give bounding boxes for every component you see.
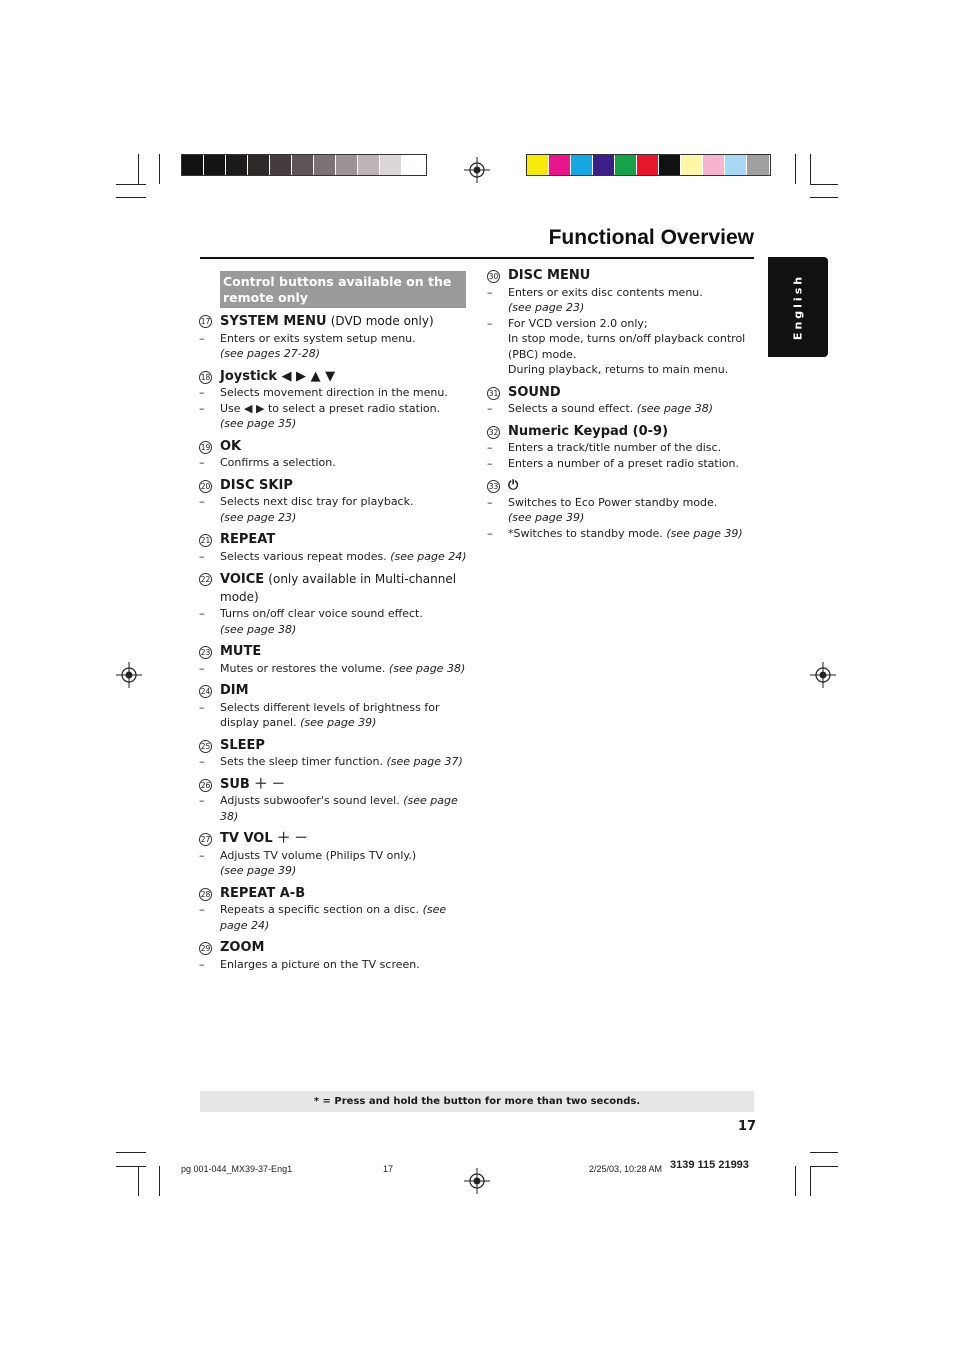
function-description xyxy=(199,863,469,879)
crop-mark xyxy=(159,154,160,184)
bullet-dash: – xyxy=(199,957,205,971)
function-name: ZOOM xyxy=(220,940,265,955)
function-name: DISC MENU xyxy=(508,268,591,283)
function-name: VOICE xyxy=(220,572,265,587)
page-reference: (see page 23) xyxy=(508,301,585,314)
color-swatch xyxy=(402,155,424,175)
function-item xyxy=(199,532,469,564)
page-reference: (see page 23) xyxy=(220,510,297,524)
function-item xyxy=(199,777,469,825)
bullet-dash: – xyxy=(199,495,205,508)
crop-mark xyxy=(810,197,838,198)
page-title: Functional Overview xyxy=(548,226,754,249)
function-item xyxy=(199,313,469,362)
function-heading xyxy=(199,532,469,549)
registration-mark-icon xyxy=(810,662,836,688)
crop-mark xyxy=(116,1166,146,1167)
function-description xyxy=(487,362,757,378)
color-swatch xyxy=(182,155,204,175)
item-number-badge: 20 xyxy=(200,481,211,491)
function-qualifier: (only available in Multi-channel mode) xyxy=(220,572,457,604)
slug-page: 17 xyxy=(383,1164,394,1174)
bullet-dash: – xyxy=(199,848,205,862)
page-reference: (see pages 27-28) xyxy=(220,347,321,360)
function-description xyxy=(487,285,757,301)
bullet-dash: – xyxy=(487,495,493,509)
function-description xyxy=(199,622,469,638)
color-swatch xyxy=(270,155,292,175)
function-item xyxy=(199,571,469,637)
page-reference: (see page 39) xyxy=(508,511,585,524)
function-description xyxy=(487,510,757,526)
crop-mark xyxy=(116,1152,146,1153)
slug-code: 3139 115 21993 xyxy=(670,1159,749,1171)
function-description xyxy=(487,316,757,332)
bullet-dash: – xyxy=(199,903,205,916)
description-text: *Switches to standby mode. xyxy=(508,526,663,540)
bullet-dash: – xyxy=(199,661,205,675)
description-text: Selects movement direction in the menu. xyxy=(220,386,448,399)
function-heading xyxy=(487,424,757,441)
description-text: Enters or exits disc contents menu. xyxy=(508,285,703,299)
crop-mark xyxy=(810,1152,838,1153)
function-item xyxy=(199,478,469,526)
footnote: * = Press and hold the button for more than two seconds. xyxy=(200,1091,754,1112)
description-text: Switches to Eco Power standby mode. xyxy=(508,495,718,509)
color-swatch xyxy=(380,155,402,175)
crop-mark xyxy=(795,1166,796,1196)
function-description xyxy=(487,300,757,316)
function-heading xyxy=(199,738,469,755)
crop-mark xyxy=(138,1166,139,1196)
item-number-badge: 33 xyxy=(488,482,499,491)
bullet-dash: – xyxy=(487,456,493,470)
description-text: Selects a sound effect. xyxy=(508,402,634,415)
function-description xyxy=(199,401,469,417)
bullet-dash: – xyxy=(487,441,493,454)
function-description xyxy=(487,440,757,456)
description-text: Mutes or restores the volume. xyxy=(220,661,386,675)
function-heading xyxy=(199,369,469,386)
function-heading xyxy=(199,886,469,903)
function-heading xyxy=(199,777,469,794)
function-heading xyxy=(487,478,757,495)
color-swatch xyxy=(226,155,248,175)
page-reference: (see page 38) xyxy=(220,622,297,636)
function-description xyxy=(487,401,757,417)
color-swatch xyxy=(527,155,549,175)
item-number-badge: 26 xyxy=(200,780,211,790)
color-swatch xyxy=(593,155,615,175)
page-number: 17 xyxy=(738,1119,757,1134)
registration-mark-icon xyxy=(116,662,142,688)
function-description xyxy=(199,957,469,973)
page-reference: (see page 39) xyxy=(300,716,377,729)
description-text: For VCD version 2.0 only; xyxy=(508,316,648,330)
page-reference: (see page 38) xyxy=(220,794,458,823)
bullet-dash: – xyxy=(199,755,205,768)
bullet-dash: – xyxy=(487,402,493,415)
function-heading xyxy=(199,313,469,331)
function-name: OK xyxy=(220,438,242,454)
bullet-dash: – xyxy=(487,316,493,330)
page-reference: (see page 39) xyxy=(666,526,743,540)
description-text: During playback, returns to main menu. xyxy=(508,363,729,376)
crop-mark xyxy=(116,197,146,198)
function-item xyxy=(487,478,757,541)
right-column xyxy=(487,268,757,548)
description-text: Repeats a specific section on a disc. xyxy=(220,903,420,916)
description-text: Selects various repeat modes. xyxy=(220,549,387,563)
crop-mark xyxy=(138,154,139,184)
function-heading xyxy=(199,571,469,606)
function-name: TV VOL ＋ － xyxy=(220,831,308,846)
description-text: Sets the sleep timer function. xyxy=(220,755,383,768)
left-column xyxy=(199,313,469,979)
description-text: Confirms a selection. xyxy=(220,456,336,469)
color-swatch xyxy=(336,155,358,175)
function-item xyxy=(487,385,757,417)
function-name: Numeric Keypad (0-9) xyxy=(508,423,669,439)
color-swatch xyxy=(659,155,681,175)
function-description xyxy=(199,510,469,526)
description-text: Adjusts TV volume (Philips TV only.) xyxy=(220,848,417,862)
item-number-badge: 22 xyxy=(200,575,211,584)
function-item xyxy=(199,439,469,471)
description-text: Selects next disc tray for playback. xyxy=(220,495,414,508)
function-name: REPEAT xyxy=(220,532,276,547)
function-description xyxy=(199,793,469,824)
description-text: Turns on/off clear voice sound effect. xyxy=(220,607,423,620)
description-text: Enters or exits system setup menu. xyxy=(220,331,416,345)
crop-mark xyxy=(116,184,146,185)
bullet-dash: – xyxy=(199,386,205,399)
page-reference: (see page 35) xyxy=(220,417,297,430)
bullet-dash: – xyxy=(199,331,205,345)
color-swatch xyxy=(204,155,226,175)
function-description xyxy=(199,416,469,432)
function-description xyxy=(487,456,757,472)
function-item xyxy=(199,369,469,432)
bullet-dash: – xyxy=(199,607,205,620)
item-number-badge: 17 xyxy=(200,317,211,326)
function-name: SOUND xyxy=(508,384,561,400)
color-swatch xyxy=(725,155,747,175)
bullet-dash: – xyxy=(199,549,205,563)
language-tab-label: English xyxy=(791,273,805,341)
color-swatch xyxy=(637,155,659,175)
crop-mark xyxy=(810,1166,838,1167)
language-tab xyxy=(768,257,828,357)
registration-mark-icon xyxy=(464,157,490,183)
item-number-badge: 19 xyxy=(200,442,211,452)
function-name: DIM xyxy=(220,683,249,698)
bullet-dash: – xyxy=(199,794,205,807)
color-swatch xyxy=(549,155,571,175)
item-number-badge: 32 xyxy=(488,427,499,437)
color-swatch xyxy=(615,155,637,175)
function-description xyxy=(199,455,469,471)
page-reference: (see page 39) xyxy=(220,864,297,877)
color-swatch xyxy=(681,155,703,175)
page-reference: (see page 38) xyxy=(636,402,714,415)
color-swatch xyxy=(358,155,380,175)
item-number-badge: 28 xyxy=(200,889,211,899)
description-text: Enlarges a picture on the TV screen. xyxy=(220,957,420,971)
item-number-badge: 27 xyxy=(200,835,211,844)
function-description xyxy=(487,495,757,511)
function-description xyxy=(199,331,469,347)
description-text: Enters a track/title number of the disc. xyxy=(508,441,722,454)
bullet-dash: – xyxy=(199,456,205,469)
color-swatch xyxy=(314,155,336,175)
function-heading xyxy=(487,268,757,285)
function-name: ⏻ xyxy=(508,478,519,493)
function-item xyxy=(199,831,469,879)
page-reference: (see page 24) xyxy=(220,903,447,932)
function-item xyxy=(199,940,469,972)
function-description xyxy=(199,902,469,933)
item-number-badge: 30 xyxy=(488,272,499,281)
remote-only-heading: Control buttons available on the remote only xyxy=(220,271,466,308)
slug-file: pg 001-044_MX39-37-Eng1 xyxy=(181,1164,293,1174)
description-text: Use ◀ ▶ to select a preset radio station. xyxy=(220,401,441,415)
color-swatch xyxy=(571,155,593,175)
color-swatch xyxy=(703,155,725,175)
crop-mark xyxy=(159,1166,160,1196)
function-item xyxy=(199,738,469,770)
function-description xyxy=(199,848,469,864)
registration-mark-icon xyxy=(464,1168,490,1194)
function-description xyxy=(199,549,469,565)
description-text: Adjusts subwoofer's sound level. xyxy=(220,794,400,807)
color-swatch xyxy=(248,155,270,175)
item-number-badge: 23 xyxy=(200,648,211,657)
function-description xyxy=(199,346,469,362)
function-item xyxy=(487,424,757,472)
description-text: In stop mode, turns on/off playback control (PBC) mode. xyxy=(508,332,746,361)
item-number-badge: 25 xyxy=(200,741,211,751)
function-heading xyxy=(199,439,469,456)
crop-mark xyxy=(810,1166,811,1196)
item-number-badge: 31 xyxy=(488,388,499,398)
function-name: Joystick ◀ ▶ ▲ ▼ xyxy=(220,368,336,384)
description-text: Selects different levels of brightness for display panel. xyxy=(220,700,440,729)
function-description xyxy=(199,754,469,770)
function-item xyxy=(199,683,469,731)
function-description xyxy=(199,661,469,677)
function-heading xyxy=(199,478,469,495)
function-heading xyxy=(199,644,469,661)
color-swatch xyxy=(747,155,769,175)
function-description xyxy=(487,526,757,542)
function-heading xyxy=(487,385,757,402)
function-name: SYSTEM MENU xyxy=(220,314,327,329)
crop-mark xyxy=(810,184,838,185)
function-description xyxy=(199,385,469,401)
bullet-dash: – xyxy=(487,526,493,540)
function-heading xyxy=(199,683,469,700)
function-description xyxy=(199,494,469,510)
page-reference: (see page 38) xyxy=(388,661,466,675)
function-name: REPEAT A-B xyxy=(220,885,306,901)
function-item xyxy=(199,644,469,676)
title-rule xyxy=(200,257,754,259)
function-heading xyxy=(199,831,469,848)
bullet-dash: – xyxy=(199,401,205,415)
bullet-dash: – xyxy=(487,285,493,299)
function-item xyxy=(199,886,469,934)
function-name: DISC SKIP xyxy=(220,477,293,493)
color-calibration-bar xyxy=(526,154,771,176)
color-swatch xyxy=(292,155,314,175)
function-heading xyxy=(199,940,469,957)
function-description xyxy=(199,606,469,622)
function-description xyxy=(487,331,757,362)
item-number-badge: 24 xyxy=(200,687,211,696)
function-name: SLEEP xyxy=(220,737,265,753)
function-name: MUTE xyxy=(220,644,262,659)
slug-date: 2/25/03, 10:28 AM xyxy=(589,1164,663,1174)
page-reference: (see page 24) xyxy=(390,549,467,563)
gray-calibration-bar xyxy=(181,154,427,176)
item-number-badge: 18 xyxy=(200,372,211,382)
function-item xyxy=(487,268,757,378)
function-name: SUB ＋ － xyxy=(220,776,285,792)
bullet-dash: – xyxy=(199,700,205,714)
page-reference: (see page 37) xyxy=(386,755,463,768)
crop-mark xyxy=(795,154,796,184)
item-number-badge: 21 xyxy=(200,536,211,545)
function-description xyxy=(199,700,469,731)
item-number-badge: 29 xyxy=(200,944,211,953)
description-text: Enters a number of a preset radio station. xyxy=(508,456,739,470)
crop-mark xyxy=(810,154,811,184)
function-qualifier: (DVD mode only) xyxy=(330,314,434,328)
